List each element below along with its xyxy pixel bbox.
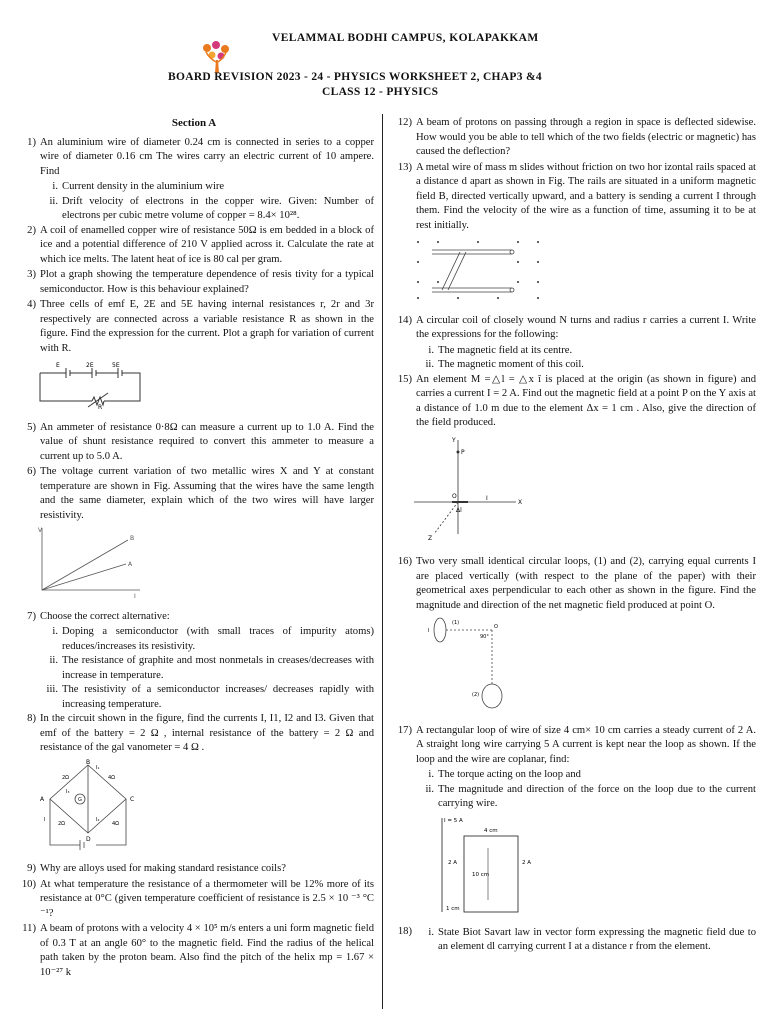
question-number: 9) [27, 863, 36, 874]
fig-label: G [78, 796, 82, 803]
question-number: 18) [397, 926, 412, 937]
figure-q8-bridge-circuit [36, 759, 146, 851]
question-9 [14, 862, 374, 877]
fig-label: B [130, 535, 135, 542]
worksheet-title: BOARD REVISION 2023 - 24 - PHYSICS WORKSHEET 2, CHAP3 &4 [168, 71, 542, 83]
part-text: The resistance of graphite and most nonmetals in creases/decreases with increase in temperature. [62, 655, 374, 681]
fig-label: A [128, 561, 133, 568]
question-13 [390, 161, 756, 234]
fig-label: 2Ω [58, 820, 66, 827]
section-title: Section A [171, 117, 217, 129]
fig-label: O [494, 624, 498, 630]
question-1-part-ii [14, 195, 374, 224]
figure-q17-loop-wire [428, 814, 548, 914]
part-number: iii. [46, 684, 58, 695]
part-number: i. [428, 926, 434, 938]
question-text: A circular coil of closely wound N turns and radius r carries a current I. Write the expressions for the following: [416, 314, 756, 340]
question-number: 15) [397, 373, 412, 385]
question-12 [390, 116, 756, 160]
fig-label: Y [452, 436, 456, 444]
fig-label: A [40, 795, 45, 803]
fig-label: X [518, 498, 523, 506]
question-number: 1) [27, 136, 36, 148]
question-15 [390, 373, 756, 431]
question-text: In the circuit shown in the figure, find the currents I, I1, I2 and I3. Given that emf of the battery = 2 Ω , internal resistance of the battery = 2 Ω and resistance of the gal vanometer = 4 Ω . [40, 713, 374, 753]
part-number: i. [428, 344, 434, 356]
fig-label: 1 cm [446, 905, 460, 912]
fig-label: I₁ [96, 764, 100, 771]
fig-label: D [86, 835, 91, 843]
school-name: VELAMMAL BODHI CAMPUS, KOLAPAKKAM [272, 32, 539, 44]
question-text: A beam of protons with a velocity 4 × 10⁵ m/s enters a uni form magnetic field of 0.3 T at an angle 60° to the magnetic field. Find the radius of the helical path taken by the proton beam. Also find the pitch of the helix mp = 1.67 × 10⁻²⁷ k [40, 923, 374, 978]
fig-label: 4Ω [108, 774, 116, 781]
question-17 [390, 724, 756, 768]
left-column [14, 116, 374, 981]
question-18-part-i [390, 926, 756, 955]
fig-label: I₂ [96, 816, 100, 823]
fig-label: (2) [472, 692, 480, 698]
part-text: The magnetic field at its centre. [438, 344, 573, 356]
question-text: An element M =△l = △x î is placed at the origin (as shown in figure) and carries a current I = 2 A. Find out the magnetic field at a point P on the Y axis at a distance of 1.0 m due to the element Δx = 1 cm . Also, give the direction of the field produced. [416, 373, 756, 428]
fig-label: 90° [480, 634, 489, 640]
question-number: 10) [21, 878, 36, 890]
question-6 [14, 465, 374, 523]
fig-label: 10 cm [472, 871, 490, 878]
question-text: An aluminium wire of diameter 0.24 cm is connected in series to a copper wire of diameter 0.16 cm The wires carry an electric current of 10 ampere. Find [40, 136, 374, 177]
part-text: State Biot Savart law in vector form expressing the magnetic field due to an element dl carrying current I at a distance r from the element. [438, 926, 756, 952]
question-text: Why are alloys used for making standard resistance coils? [40, 863, 286, 874]
figure-q15-axes [412, 434, 532, 544]
part-number: i. [52, 626, 58, 637]
question-17-part-i [390, 768, 756, 783]
part-text: Doping a semiconductor (with small traces of impurity atoms) reduces/increases its resistivity. [62, 626, 374, 652]
question-number: 8) [27, 713, 36, 724]
question-4 [14, 298, 374, 356]
question-1-part-i [14, 180, 374, 195]
fig-label: I [486, 494, 488, 502]
right-column [390, 116, 756, 955]
fig-label: Δl [456, 506, 462, 514]
question-10 [14, 878, 374, 922]
question-8 [14, 712, 374, 756]
part-text: Current density in the aluminium wire [62, 181, 225, 192]
question-1 [14, 136, 374, 180]
figure-q4-cells-circuit [36, 359, 146, 409]
question-text: A beam of protons on passing through a region in space is deflected sidewise. How would you be able to tell which of the two fields (electric or magnetic) has caused the deflection? [416, 117, 756, 157]
fig-label: (1) [452, 620, 460, 626]
question-number: 7) [27, 610, 36, 622]
question-number: 12) [397, 117, 412, 128]
part-number: ii. [49, 655, 58, 666]
question-7-part-iii [14, 683, 374, 712]
column-divider [382, 114, 383, 1009]
fig-label: I [44, 816, 46, 823]
question-number: 17) [397, 724, 412, 736]
question-3 [14, 268, 374, 297]
question-2 [14, 224, 374, 268]
question-14-part-i [390, 344, 756, 359]
question-text: An ammeter of resistance 0·8Ω can measure a current up to 1.0 A. Find the value of shunt resistance required to convert this ammeter to measure a current up to 5.0 A. [40, 421, 374, 462]
question-text: Choose the correct alternative: [40, 610, 170, 622]
figure-q6-vi-graph [36, 526, 146, 598]
part-number: ii. [49, 195, 58, 207]
fig-label: I [134, 593, 136, 598]
question-text: Three cells of emf E, 2E and 5E having internal resistances r, 2r and 3r respectively are connected across a variable resistance R as shown in the figure. Find the expression for the current. Plot a graph for variation of current with R. [40, 299, 374, 354]
question-number: 16) [397, 556, 412, 567]
question-14-part-ii [390, 358, 756, 373]
question-7-part-ii [14, 654, 374, 683]
question-14 [390, 314, 756, 343]
fig-label: O [452, 492, 457, 500]
fig-label: 4 cm [484, 827, 498, 834]
question-text: At what temperature the resistance of a thermometer will be 12% more of its resistance at 0°C (given temperature coefficient of resistance is 2.5 × 10 ⁻³ °C ⁻¹? [40, 878, 374, 919]
fig-label: 2 A [448, 859, 458, 866]
fig-label: 2Ω [62, 774, 70, 781]
question-number: 3) [27, 269, 36, 280]
question-number: 11) [22, 923, 36, 934]
question-7 [14, 610, 374, 625]
question-number: 14) [397, 314, 412, 326]
fig-label: I = 5 A [444, 817, 463, 824]
fig-label: P [461, 448, 465, 456]
part-text: The magnitude and direction of the force on the loop due to the current carrying wire. [438, 783, 756, 809]
worksheet-header [0, 0, 768, 108]
part-number: ii. [425, 783, 434, 795]
fig-label: Z [428, 534, 433, 542]
fig-label: R [98, 404, 103, 409]
part-number: i. [428, 769, 434, 780]
question-11 [14, 922, 374, 980]
question-text: The voltage current variation of two metallic wires X and Y at constant temperature are shown in Fig. Assuming that the wires have the same length and the same diameter, explain which of the two wires will have larger resistivity. [40, 466, 374, 521]
fig-label: 2E [86, 362, 94, 369]
fig-label: 2 A [522, 859, 532, 866]
question-number: 2) [27, 224, 36, 236]
part-text: Drift velocity of electrons in the copper wire. Given: Number of electrons per cubic metre volume of copper = 8.4× 10²⁸. [62, 195, 374, 221]
fig-label: B [86, 758, 91, 766]
figure-q16-loops [412, 616, 532, 712]
question-5 [14, 421, 374, 465]
fig-label: C [130, 795, 135, 803]
question-text: A metal wire of mass m slides without friction on two hor izontal rails spaced at a distance d apart as shown in Fig. The rails are situated in a uniform magnetic field B, directed vertically upward, and a battery is sending a current I through them. Find the velocity of the wire as a function of time, assuming it to be at rest initially. [416, 161, 756, 231]
question-text: A coil of enamelled copper wire of resistance 50Ω is em bedded in a block of ice and a potential difference of 210 V applied across it. Calculate the rate at which ice melts. The latent heat of ice is 80 cal per gram. [40, 224, 374, 265]
question-7-part-i [14, 625, 374, 654]
question-number: 6) [27, 466, 36, 477]
fig-label: I₃ [66, 788, 70, 795]
question-number: 4) [27, 299, 36, 310]
question-number: 5) [27, 421, 36, 433]
figure-q13-rails [412, 236, 548, 302]
part-text: The torque acting on the loop and [438, 769, 581, 780]
fig-label: 4Ω [112, 820, 120, 827]
tree-logo-icon [197, 40, 235, 74]
fig-label: I [428, 628, 430, 634]
question-17-part-ii [390, 783, 756, 812]
fig-label: E [56, 362, 60, 369]
part-number: ii. [425, 359, 434, 370]
question-text: Plot a graph showing the temperature dependence of resis tivity for a typical semiconductor. How is this behaviour explained? [40, 269, 374, 295]
part-number: i. [52, 181, 58, 192]
part-text: The magnetic moment of this coil. [438, 359, 584, 370]
fig-label: V [38, 527, 43, 534]
question-number: 13) [397, 161, 412, 173]
question-16 [390, 555, 756, 613]
question-text: A rectangular loop of wire of size 4 cm× 10 cm carries a steady current of 2 A. A straight long wire carrying 5 A current is kept near the loop as shown. If the loop and the wire are coplanar, find: [416, 724, 756, 765]
part-text: The resistivity of a semiconductor increases/ decreases rapidly with increasing temperature. [62, 684, 374, 710]
class-title: CLASS 12 - PHYSICS [322, 86, 439, 98]
fig-label: 5E [112, 362, 120, 369]
question-text: Two very small identical circular loops, (1) and (2), carrying equal currents I are placed vertically (with respect to the plane of the paper) with their geometrical axes perpendicular to each other as shown in the figure. Find the magnitude and direction of the net magnetic field produced at point O. [416, 556, 756, 611]
